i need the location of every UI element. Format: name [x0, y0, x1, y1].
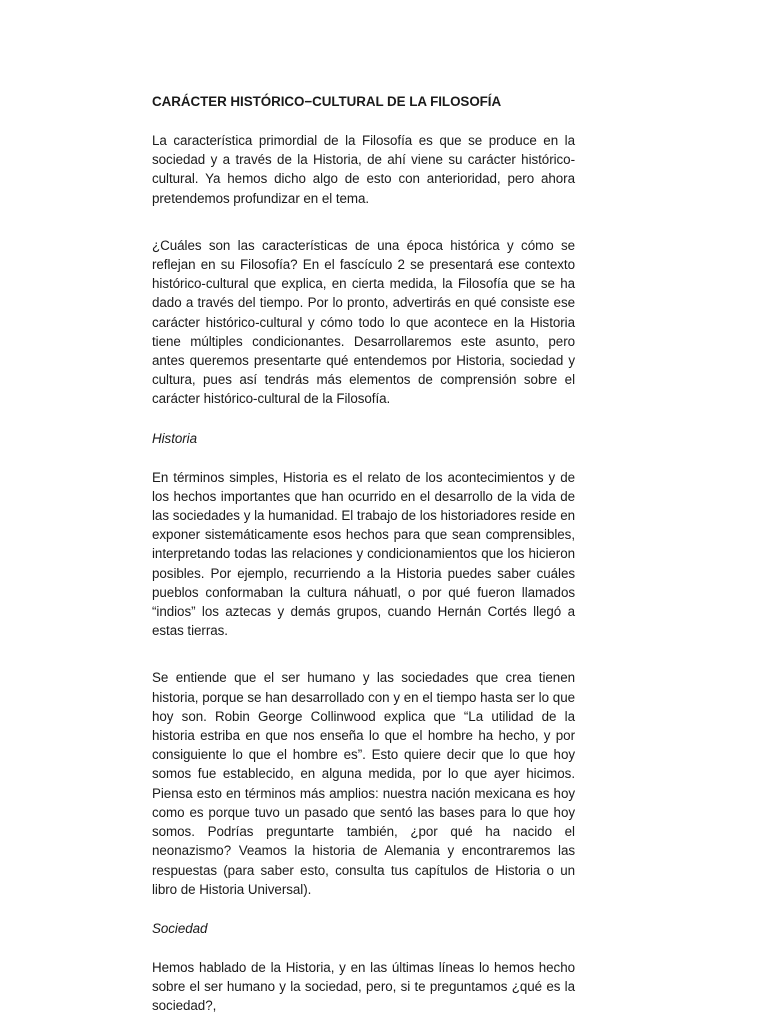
paragraph-intro: La característica primordial de la Filosofía es que se produce en la sociedad y a través de la Historia, de ahí viene su carácter histórico-cultural. Ya hemos dicho algo de esto con anterioridad, pero ahora pretendemos profundizar en el tema.	[152, 133, 575, 206]
paragraph-sociedad: Hemos hablado de la Historia, y en las últimas líneas lo hemos hecho sobre el ser humano y la sociedad, pero, si te preguntamos ¿qué es la sociedad?,	[152, 959, 575, 1014]
document-body	[152, 92, 575, 1016]
section-heading-sociedad: Sociedad	[152, 920, 208, 936]
paragraph-epoca-historica: ¿Cuáles son las características de una época histórica y cómo se reflejan en su Filosofía? En el fascículo 2 se presentará ese contexto histórico-cultural que explica, en cierta medida, la Filosofía que se ha dado a través del tiempo. Por lo pronto, advertirás en qué consiste ese carácter histórico-cultural y cómo todo lo que acontece en la Historia tiene múltiples condicionantes. Desarrollaremos este asunto, pero antes queremos presentarte qué entendemos por Historia, sociedad y cultura, pues así tendrás más elementos de comprensión sobre el carácter histórico-cultural de la Filosofía.	[152, 237, 575, 407]
document-title: CARÁCTER HISTÓRICO−CULTURAL DE LA FILOSOFÍA	[152, 94, 502, 109]
paragraph-historia-definicion: En términos simples, Historia es el relato de los acontecimientos y de los hechos importantes que han ocurrido en el desarrollo de la vida de las sociedades y la humanidad. El trabajo de los historiadores reside en exponer sistemáticamente esos hechos para que sean comprensibles, interpretando todas las relaciones y condicionamientos que los hicieron posibles. Por ejemplo, recurriendo a la Historia puedes saber cuáles pueblos conformaban la cultura náhuatl, o por qué fueron llamados “indios” los aztecas y demás grupos, cuando Hernán Cortés llegó a estas tierras.	[152, 469, 575, 639]
section-heading-historia: Historia	[152, 430, 197, 446]
paragraph-historia-collinwood: Se entiende que el ser humano y las sociedades que crea tienen historia, porque se han desarrollado con y en el tiempo hasta ser lo que hoy son. Robin George Collinwood explica que “La utilidad de la historia estriba en que nos enseña lo que el hombre ha hecho, y por consiguiente lo que el hombre es”. Esto quiere decir que lo que hoy somos fue establecido, en alguna medida, por lo que ayer hicimos. Piensa esto en términos más amplios: nuestra nación mexicana es hoy como es porque tuvo un pasado que sentó las bases para lo que hoy somos. Podrías preguntarte también, ¿por qué ha nacido el neonazismo? Veamos la historia de Alemania y encontraremos las respuestas (para saber esto, consulta tus capítulos de Historia o un libro de Historia Universal).	[152, 670, 575, 897]
